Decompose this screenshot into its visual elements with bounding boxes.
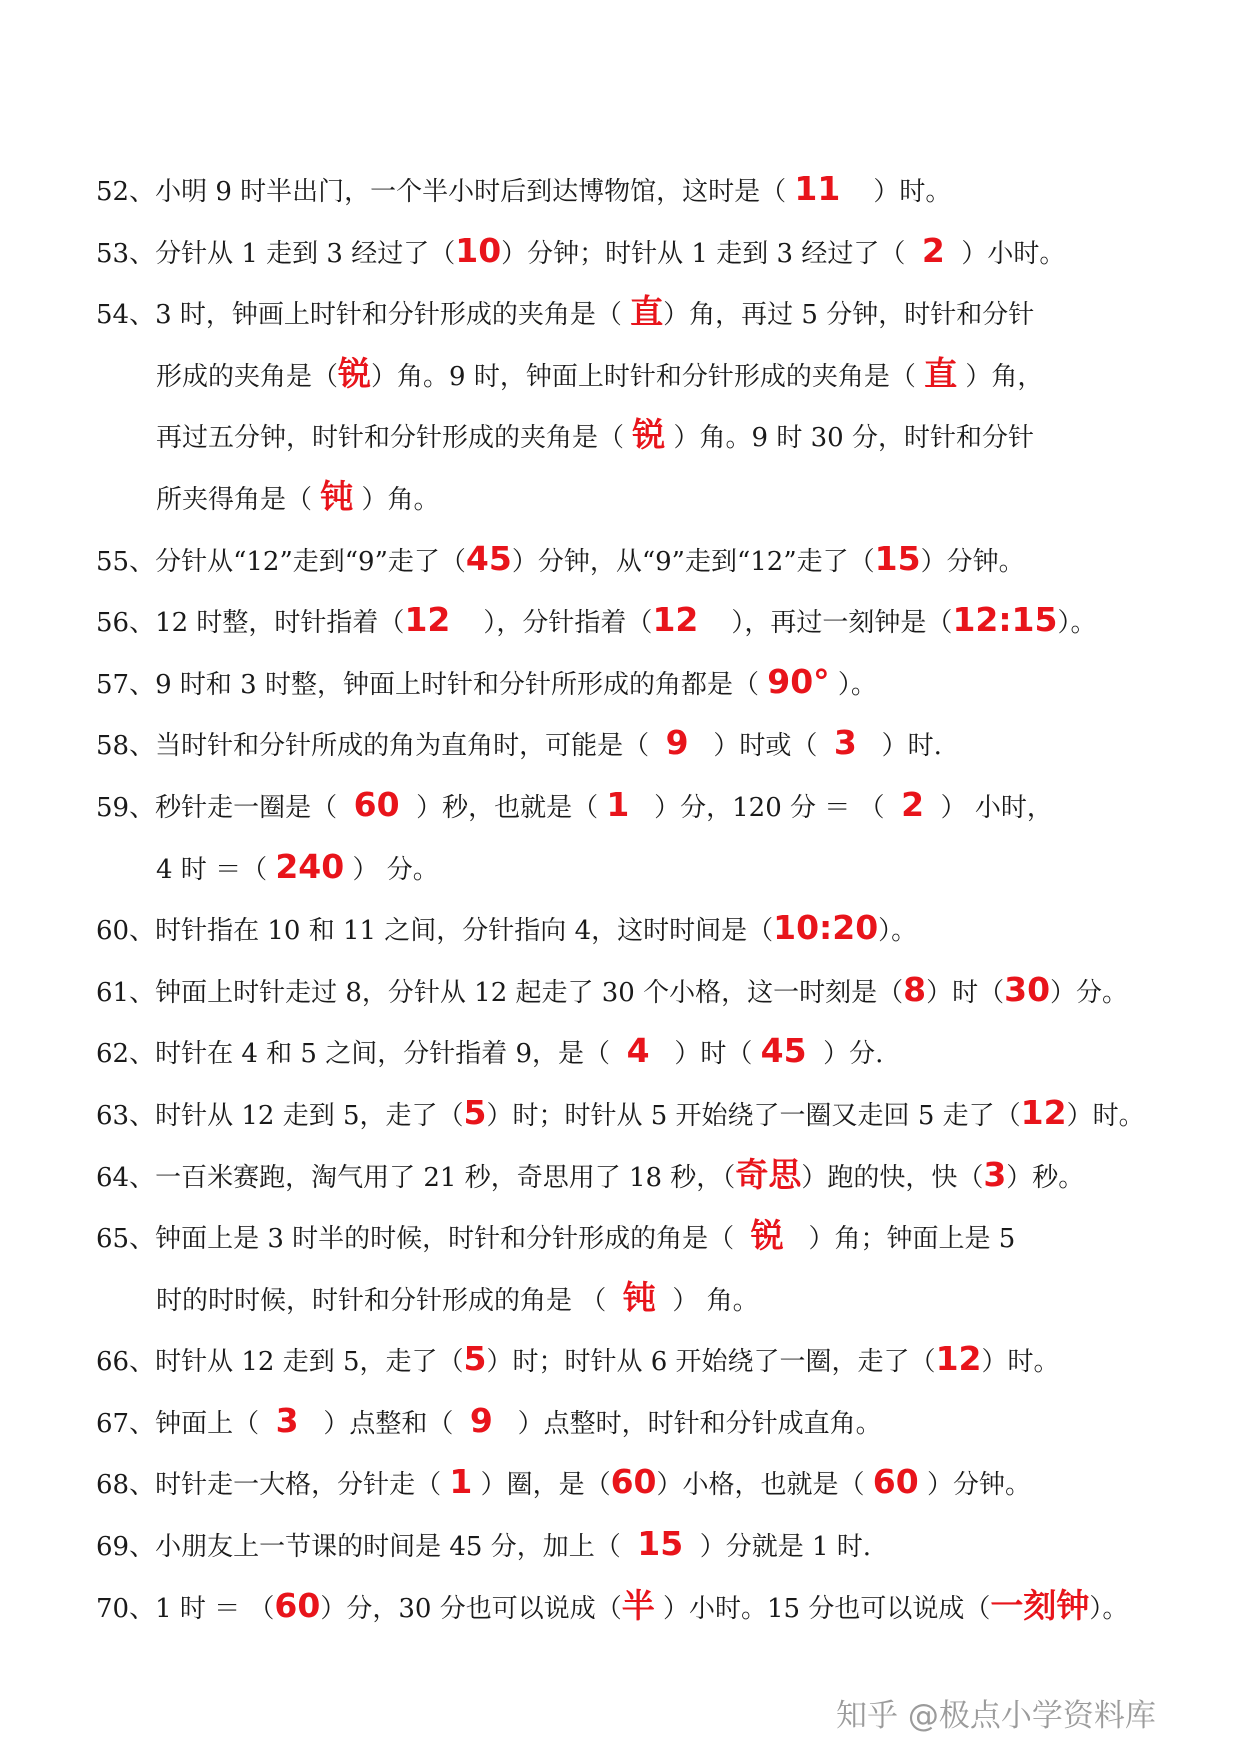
question-66-line-1	[96, 1328, 1216, 1390]
answer-text: 5	[463, 1339, 487, 1379]
question-59-line-2	[96, 836, 1216, 898]
question-text: 54、3 时，钟画上时针和分针形成的夹角是（	[96, 300, 631, 331]
question-text: 56、12 时整，时针指着（	[96, 608, 405, 639]
question-text: 70、1 时 ＝ （	[96, 1593, 275, 1624]
question-text: 63、时针从 12 走到 5，走了（	[96, 1100, 464, 1131]
question-text: 53、分针从 1 走到 3 经过了（	[96, 238, 456, 269]
question-64-line-1	[96, 1144, 1216, 1206]
question-text: ）时。	[1066, 1100, 1145, 1131]
question-59-line-1	[96, 774, 1216, 836]
question-text: ）小格，也就是（	[656, 1470, 873, 1501]
question-54-line-2	[96, 343, 1216, 405]
question-text: ）。	[1089, 1593, 1129, 1624]
question-text: 再过五分钟，时针和分针形成的夹角是（	[156, 423, 633, 454]
question-text: 58、当时针和分针所成的角为直角时，可能是（	[96, 731, 666, 762]
answer-text: 直	[630, 292, 664, 332]
question-text: ）时。	[981, 1347, 1060, 1378]
question-text: ）角；钟面上是 5	[783, 1224, 1016, 1255]
answer-text: 9	[469, 1400, 493, 1440]
question-text: ）点整和（	[298, 1408, 470, 1439]
question-text: ）分。	[1050, 977, 1129, 1008]
question-text: ）。	[829, 669, 877, 700]
question-62-line-1	[96, 1020, 1216, 1082]
answer-text: 9	[665, 723, 689, 763]
question-text: ）分钟；时针从 1 走到 3 经过了（	[501, 238, 922, 269]
question-text: ）时.	[856, 731, 942, 762]
question-text: 67、钟面上（	[96, 1408, 276, 1439]
question-text: ）秒，也就是（	[399, 792, 607, 823]
question-text: 所夹得角是（	[156, 484, 321, 515]
question-65-line-1	[96, 1205, 1216, 1267]
answer-text: 12	[404, 600, 451, 640]
question-55-line-1	[96, 528, 1216, 590]
question-text: ）秒。	[1006, 1162, 1085, 1193]
question-text: ） 角。	[655, 1285, 759, 1316]
question-text: ）分，30 分也可以说成（	[320, 1593, 622, 1624]
question-text: 60、时针指在 10 和 11 之间，分针指向 4，这时时间是（	[96, 916, 774, 947]
question-text: ）时（	[926, 977, 1005, 1008]
question-65-line-2	[96, 1267, 1216, 1329]
question-text: ）跑的快，快（	[801, 1162, 984, 1193]
answer-text: 12	[652, 600, 699, 640]
question-60-line-1	[96, 897, 1216, 959]
question-text: ）。	[1057, 608, 1097, 639]
question-56-line-1	[96, 589, 1216, 651]
question-text: 57、9 时和 3 时整，钟面上时针和分针所形成的角都是（	[96, 669, 768, 700]
question-text: ）角，再过 5 分钟，时针和分针	[663, 300, 1035, 331]
question-text: ）分就是 1 时.	[683, 1532, 872, 1563]
question-57-line-1	[96, 651, 1216, 713]
question-text: 69、小朋友上一节课的时间是 45 分，加上（	[96, 1532, 638, 1563]
question-text: 59、秒针走一圈是（	[96, 792, 354, 823]
answer-text: 15	[874, 538, 921, 578]
question-text: ）分.	[806, 1039, 884, 1070]
answer-text: 15	[637, 1524, 684, 1564]
question-text: 62、时针在 4 和 5 之间，分针指着 9，是（	[96, 1039, 627, 1070]
question-68-line-1	[96, 1451, 1216, 1513]
question-text: ）。	[878, 916, 918, 947]
question-text: ）角，	[957, 361, 1044, 392]
answer-text: 钝	[320, 476, 354, 516]
question-54-line-4	[96, 466, 1216, 528]
question-text: ）角。9 时，钟面上时针和分针形成的夹角是（	[371, 361, 925, 392]
question-text: 52、小明 9 时半出门，一个半小时后到达博物馆，这时是（	[96, 177, 795, 207]
answer-text: 12	[1020, 1092, 1067, 1132]
question-text: ）时；时针从 6 开始绕了一圈，走了（	[486, 1347, 936, 1378]
answer-text: 奇思	[735, 1154, 802, 1194]
question-text: ）点整时，时针和分针成直角。	[492, 1408, 882, 1439]
question-text: ）分钟。	[918, 1470, 1031, 1501]
question-list	[96, 158, 1216, 1636]
answer-text: 60	[353, 784, 400, 824]
question-text: ） 分。	[344, 854, 439, 885]
question-text: 66、时针从 12 走到 5，走了（	[96, 1347, 464, 1378]
answer-text: 锐	[750, 1216, 784, 1256]
question-text: 时的时时候，时针和分针形成的角是 （	[156, 1285, 623, 1316]
question-text: ）角。9 时 30 分，时针和分针	[665, 423, 1034, 454]
question-61-line-1	[96, 959, 1216, 1021]
question-text: ）圈，是（	[472, 1470, 611, 1501]
answer-text: 12:15	[952, 600, 1058, 640]
answer-text: 60	[274, 1585, 321, 1625]
question-text: ）分钟，从“9”走到“12”走了（	[511, 546, 875, 577]
question-text: ），分针指着（	[450, 608, 653, 639]
question-54-line-3	[96, 404, 1216, 466]
answer-text: 一刻钟	[990, 1585, 1090, 1625]
question-text: 68、时针走一大格，分针走（	[96, 1470, 450, 1501]
question-text: ）角。	[353, 484, 440, 515]
answer-text: 30	[1004, 969, 1051, 1009]
question-text: ）小时。	[944, 238, 1066, 269]
answer-text: 锐	[632, 415, 666, 455]
answer-text: 5	[463, 1092, 487, 1132]
answer-text: 11	[794, 169, 841, 208]
question-text: ）时；时针从 5 开始绕了一圈又走回 5 走了（	[486, 1100, 1021, 1131]
question-58-line-1	[96, 712, 1216, 774]
question-text: ）时。	[840, 177, 952, 207]
question-text: ） 小时，	[924, 792, 1053, 823]
question-text: ）分钟。	[920, 546, 1025, 577]
answer-text: 3	[833, 723, 857, 763]
answer-text: 60	[610, 1462, 657, 1502]
answer-text: 45	[760, 1031, 807, 1071]
question-53-line-1	[96, 220, 1216, 282]
question-52-line-1	[96, 158, 1216, 220]
answer-text: 钝	[622, 1277, 656, 1317]
answer-text: 4	[626, 1031, 650, 1071]
answer-text: 8	[903, 969, 927, 1009]
question-67-line-1	[96, 1390, 1216, 1452]
answer-text: 3	[275, 1400, 299, 1440]
answer-text: 1	[449, 1462, 473, 1502]
question-text: 55、分针从“12”走到“9”走了（	[96, 546, 466, 577]
question-text: ）时（	[649, 1039, 761, 1070]
answer-text: 240	[275, 846, 345, 886]
answer-text: 45	[465, 538, 512, 578]
question-text: 64、一百米赛跑，淘气用了 21 秒，奇思用了 18 秒，（	[96, 1162, 736, 1193]
question-70-line-1	[96, 1575, 1216, 1637]
question-63-line-1	[96, 1082, 1216, 1144]
answer-text: 2	[921, 230, 945, 270]
answer-text: 10:20	[773, 908, 879, 948]
answer-text: 直	[924, 353, 958, 393]
question-text: 4 时 ＝（	[156, 854, 276, 885]
watermark: 知乎 @极点小学资料库	[836, 1698, 1156, 1734]
answer-text: 1	[606, 784, 630, 824]
question-text: ）时或（	[688, 731, 834, 762]
question-text: 61、钟面上时针走过 8，分针从 12 起走了 30 个小格，这一时刻是（	[96, 977, 904, 1008]
answer-text: 12	[935, 1339, 982, 1379]
answer-text: 锐	[338, 353, 372, 393]
question-text: ），再过一刻钟是（	[698, 608, 953, 639]
answer-text: 半	[621, 1585, 655, 1625]
question-69-line-1	[96, 1513, 1216, 1575]
answer-text: 60	[872, 1462, 919, 1502]
answer-text: 3	[983, 1154, 1007, 1194]
question-text: ）分，120 分 ＝ （	[629, 792, 902, 823]
answer-text: 90°	[767, 661, 830, 701]
question-54-line-1	[96, 281, 1216, 343]
answer-text: 2	[901, 784, 925, 824]
question-text: ）小时。15 分也可以说成（	[654, 1593, 991, 1624]
question-text: 65、钟面上是 3 时半的时候，时针和分针形成的角是（	[96, 1224, 751, 1255]
question-text: 形成的夹角是（	[156, 361, 339, 392]
answer-text: 10	[455, 230, 502, 270]
